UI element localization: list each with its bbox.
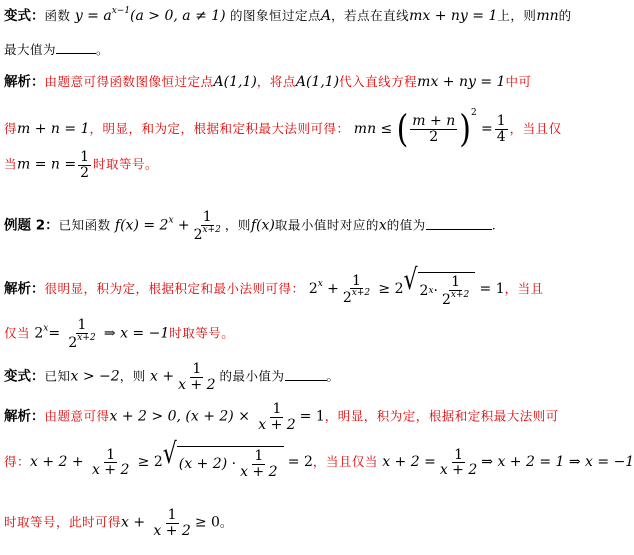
solution-1-line-3: 当m = n = $\frac{1}{2}$ 时取等号。 (4, 149, 159, 181)
problem-variant-line-1: 变式：函数 $y = a^{x-1}(a > 0$, a ≠ 1) 的图象恒过定点A，若点在直线mx + ny = 1上，则mn的 (4, 6, 572, 24)
solution-3-line-1: 解析：由题意可得x + 2 > 0, (x + 2) × $\frac{1}{x + 2}$ = 1，明显，积为定，根据和定积最大法则可 (4, 401, 559, 433)
answer-blank (426, 229, 492, 230)
example-2-line: 例题 2：已知函数 $f(x) = 2^x$ + $\frac{1}{2^{x+2}}$ ，则f(x)取最小值时对应的x的值为 . (4, 209, 497, 243)
answer-blank (285, 380, 327, 381)
variant-label: 变式： (4, 8, 45, 24)
solution-2-line-2: 仅当 $2^x=$ $\frac{1}{2^{x+2}}$ ⇒ x = −1时取等号。 (4, 317, 235, 351)
problem-variant-line-2: 最大值为 。 (4, 42, 110, 57)
solution-1-line-2: 得m + n = 1，明显，和为定，根据和定积最大法则可得： mn ≤ ( $\frac{m + n}{2}$ )$^2$ = $\frac{1}{4}$ ，当且仅 (4, 107, 562, 151)
solution-label: 解析： (4, 408, 45, 425)
solution-3-line-3: 时取等号，此时可得x + $\frac{1}{x + 2}$ ≥ 0。 (4, 507, 233, 539)
solution-2-line-1: 解析：很明显，积为定，根据积定和最小法则可得： 2$^x$ + $\frac{1}{2^{x+2}}$ ≥ 2 √ 2 x · $\frac{1}{2^{x+2}}$ = 1，当且 (4, 264, 544, 308)
solution-3-line-2: 得：x + 2 + $\frac{1}{x + 2}$ ≥ 2 √ (x + 2) · $\frac{1}{x + 2}$ = 2，当且仅当 x + 2 = $\frac{1}{x + 2}$ ⇒ x + 2 = 1 ⇒ x = −1 (4, 438, 634, 480)
variant-2-line: 变式：已知x > −2，则 x + $\frac{1}{x + 2}$ 的最小值为 。 (4, 361, 340, 393)
answer-blank (56, 53, 96, 54)
example-label: 例题 2： (4, 217, 59, 234)
solution-label: 解析： (4, 74, 45, 90)
solution-label: 解析： (4, 281, 45, 298)
variant-label: 变式： (4, 368, 45, 385)
solution-1-line-1: 解析：由题意可得函数图像恒过定点A(1,1)，将点A(1,1)代入直线方程mx + ny = 1中可 (4, 74, 532, 90)
